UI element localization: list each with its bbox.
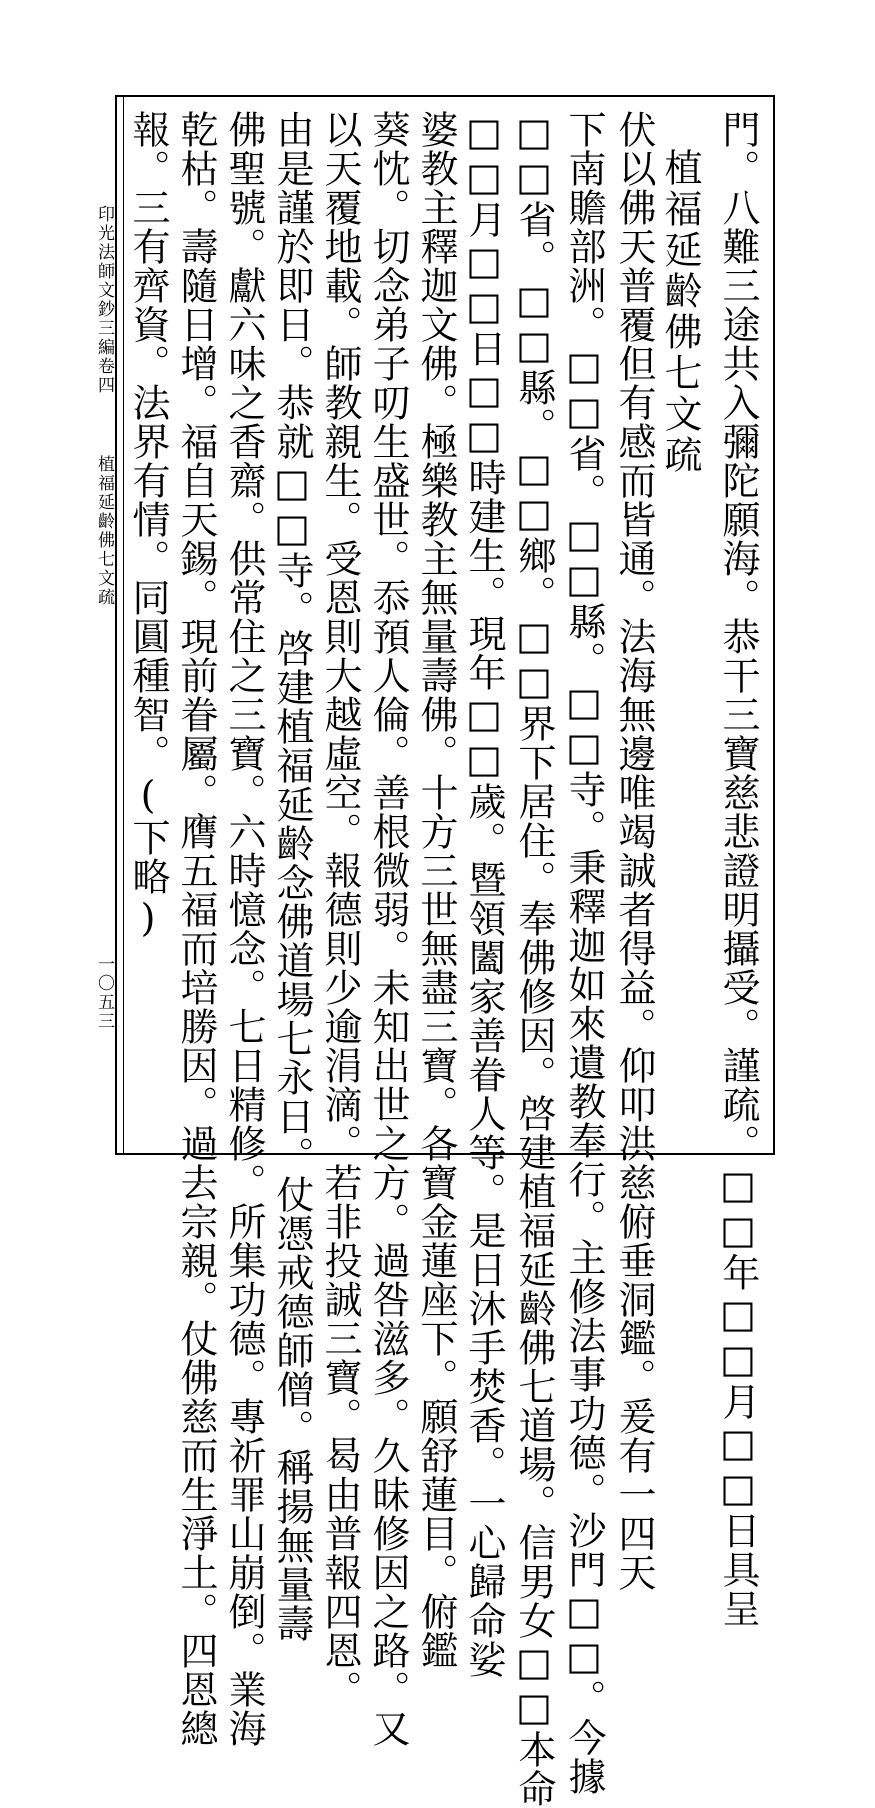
text-line-11: 佛聖號。獻六味之香齋。供常住之三寶。六時憶念。七日精修。所集功德。專祈罪山崩倒。業海 [222,110,266,1748]
text-line-5: □□省。□□縣。□□鄉。□□界下居住。奉佛修因。啓建植福延齡佛七道場。信男女□□本命 [512,110,556,1808]
text-title: 植福延齡佛七文疏 [658,148,702,476]
text-line-9: 以天覆地載。師教親生。受恩則大越虛空。報德則少逾涓滴。若非投誠三寶。曷由普報四恩。 [318,110,362,1709]
text-line-12: 乾枯。壽隨日增。福自天錫。現前眷屬。膺五福而培勝因。過去宗親。仗佛慈而生淨土。四恩總 [174,110,218,1748]
page-number: 一〇五三 [94,955,114,1031]
running-header: 印光法師文鈔三編卷四 [94,205,114,395]
section-header: 植福延齡佛七文疏 [94,455,114,607]
text-line-13: 報。三有齊資。法界有情。同圓種智。(下略) [126,110,170,941]
text-line-8: 葵忱。切念弟子叨生盛世。忝預人倫。善根微弱。未知出世之方。過咎滋多。久昧修因之路。又 [366,110,410,1748]
text-line-4: 下南贍部洲。□□省。□□縣。□□寺。秉釋迦如來遺教奉行。主修法事功德。沙門□□。今據 [562,110,606,1796]
text-line-1: 門。八難三途共入彌陀願海。恭干三寶慈悲證明攝受。謹疏。□□年□□月□□日具呈 [716,110,760,1628]
text-line-10: 由是謹於即日。恭就□□寺。啓建植福延齡念佛道場七永日。仗憑戒德師僧。稱揚無量壽 [270,110,314,1643]
text-line-6: □□月□□日□□時建生。現年□□歲。暨領闔家善眷人等。是日沐手焚香。一心歸命娑 [462,110,506,1679]
text-line-7: 婆教主釋迦文佛。極樂教主無量壽佛。十方三世無盡三寶。各寶金蓮座下。願舒蓮目。俯鑑 [414,110,458,1670]
text-line-3: 伏以佛天普覆但有感而皆通。法海無邊唯竭誠者得益。仰叩洪慈俯垂洞鑑。爰有一四天 [612,110,656,1592]
